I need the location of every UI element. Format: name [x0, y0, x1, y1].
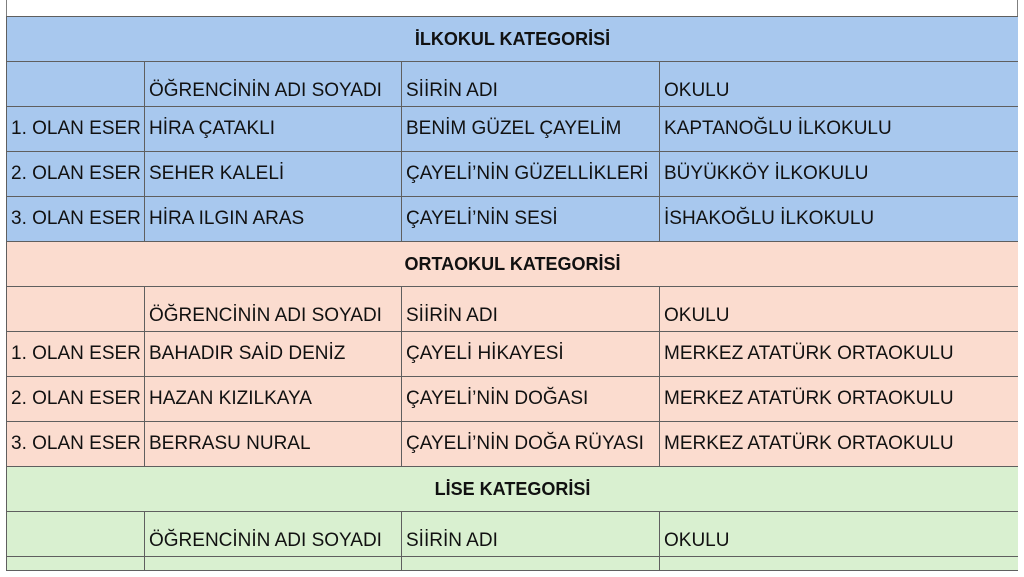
poem-column-header: SİİRİN ADI	[402, 62, 660, 107]
school-cell: MERKEZ ATATÜRK ORTAOKULU	[660, 332, 1019, 377]
student-name-cell: BAHADIR SAİD DENİZ	[145, 332, 402, 377]
student-name-cell: SEHER KALELİ	[145, 152, 402, 197]
student-name-cell	[145, 557, 402, 571]
table-row	[7, 107, 1019, 152]
poem-title-cell: ÇAYELİ’NİN DOĞA RÜYASI	[402, 422, 660, 467]
rank-cell: 2. OLAN ESER	[7, 377, 145, 422]
poem-title-cell: ÇAYELİ’NİN GÜZELLİKLERİ	[402, 152, 660, 197]
table-row	[7, 377, 1019, 422]
school-cell: BÜYÜKKÖY İLKOKULU	[660, 152, 1019, 197]
poem-title-cell: ÇAYELİ’NİN DOĞASI	[402, 377, 660, 422]
school-cell: MERKEZ ATATÜRK ORTAOKULU	[660, 377, 1019, 422]
ortaokul-header-row	[7, 242, 1019, 287]
ortaokul-category-title: ORTAOKUL KATEGORİSİ	[7, 242, 1019, 287]
poem-title-cell: ÇAYELİ’NİN SESİ	[402, 197, 660, 242]
school-cell: İSHAKOĞLU İLKOKULU	[660, 197, 1019, 242]
student-name-cell: HİRA ILGIN ARAS	[145, 197, 402, 242]
rank-column-header	[7, 287, 145, 332]
sheet-top-strip	[6, 0, 1018, 16]
school-cell: MERKEZ ATATÜRK ORTAOKULU	[660, 422, 1019, 467]
table-row-cut-off	[7, 557, 1019, 571]
rank-cell: 2. OLAN ESER	[7, 152, 145, 197]
school-cell: KAPTANOĞLU İLKOKULU	[660, 107, 1019, 152]
table-row	[7, 332, 1019, 377]
rank-column-header	[7, 62, 145, 107]
rank-cell: 3. OLAN ESER	[7, 422, 145, 467]
school-cell	[660, 557, 1019, 571]
results-sheet	[6, 0, 1018, 577]
school-column-header: OKULU	[660, 287, 1019, 332]
name-column-header: ÖĞRENCİNİN ADI SOYADI	[145, 512, 402, 557]
rank-cell	[7, 557, 145, 571]
name-column-header: ÖĞRENCİNİN ADI SOYADI	[145, 287, 402, 332]
table-row	[7, 197, 1019, 242]
poem-title-cell	[402, 557, 660, 571]
table-row	[7, 152, 1019, 197]
name-column-header: ÖĞRENCİNİN ADI SOYADI	[145, 62, 402, 107]
ilkokul-category-title: İLKOKUL KATEGORİSİ	[7, 17, 1019, 62]
ilkokul-header-row	[7, 17, 1019, 62]
lise-category-title: LİSE KATEGORİSİ	[7, 467, 1019, 512]
results-table	[6, 16, 1018, 571]
student-name-cell: BERRASU NURAL	[145, 422, 402, 467]
ortaokul-column-header-row	[7, 287, 1019, 332]
poem-title-cell: BENİM GÜZEL ÇAYELİM	[402, 107, 660, 152]
poem-column-header: SİİRİN ADI	[402, 512, 660, 557]
student-name-cell: HİRA ÇATAKLI	[145, 107, 402, 152]
school-column-header: OKULU	[660, 512, 1019, 557]
table-row	[7, 422, 1019, 467]
rank-cell: 3. OLAN ESER	[7, 197, 145, 242]
lise-column-header-row	[7, 512, 1019, 557]
lise-header-row	[7, 467, 1019, 512]
poem-column-header: SİİRİN ADI	[402, 287, 660, 332]
rank-cell: 1. OLAN ESER	[7, 107, 145, 152]
school-column-header: OKULU	[660, 62, 1019, 107]
poem-title-cell: ÇAYELİ HİKAYESİ	[402, 332, 660, 377]
rank-column-header	[7, 512, 145, 557]
ilkokul-column-header-row	[7, 62, 1019, 107]
student-name-cell: HAZAN KIZILKAYA	[145, 377, 402, 422]
rank-cell: 1. OLAN ESER	[7, 332, 145, 377]
